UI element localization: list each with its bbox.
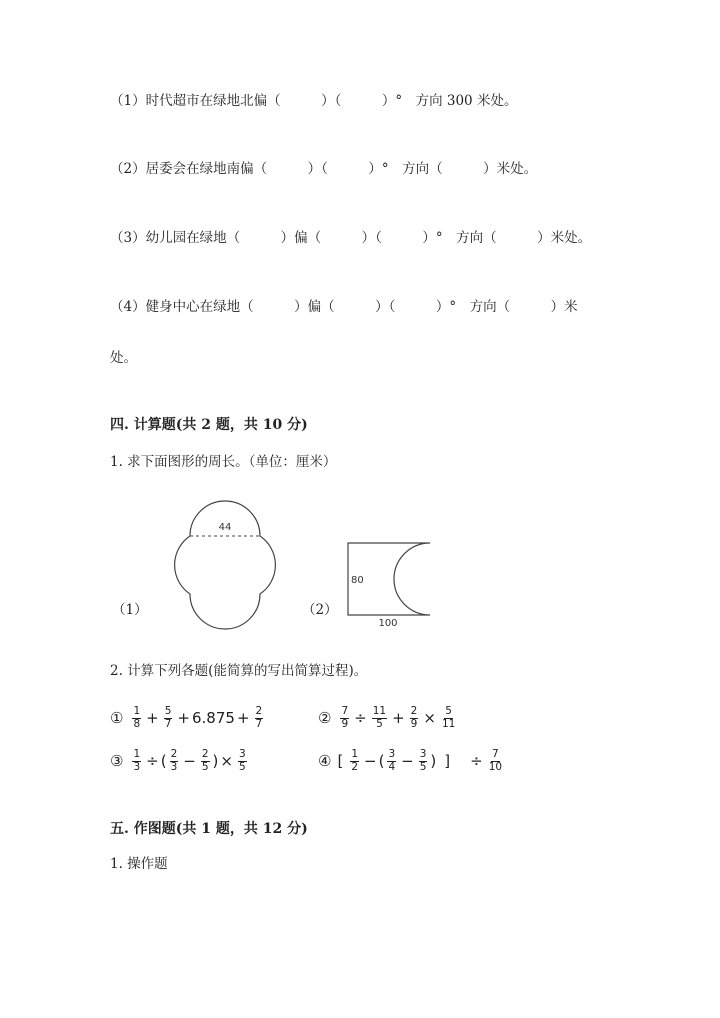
fraction: $\frac{1}{2}$ [351,748,358,773]
expression-3: ③ $\frac{1}{3}$ ÷ ( $\frac{2}{3}$ − $\frac{2}{5}$ ) × $\frac{3}{5}$ [110,748,246,773]
fraction: $\frac{1}{3}$ [133,748,141,773]
fraction: $\frac{3}{5}$ [238,748,246,773]
fraction: $\frac{1}{8}$ [133,705,141,730]
figure-2-width: 100 [378,618,398,629]
expression-1-mark: ① [110,709,124,728]
expression-3-mark: ③ [110,752,124,771]
question-direction-3: （3）幼儿园在绿地（ ）偏（ ）（ ）° 方向（ ）米处。 [110,230,592,246]
clover-outline [175,501,276,629]
section-5-heading: 五. 作图题(共 1 题，共 12 分) [110,821,308,837]
fraction: $\frac{3}{4}$ [388,748,396,773]
figure-2-shape [340,535,440,630]
fraction: $\frac{5}{7}$ [164,705,172,730]
section-4-question-1: 1. 求下面图形的周长。（单位：厘米） [110,454,337,470]
expression-2: ② $\frac{7}{9}$ ÷ $\frac{11}{5}$ + $\frac{2}{9}$ × $\frac{5}{11}$ [318,705,456,730]
fraction: $\frac{2}{7}$ [255,705,263,730]
expression-2-mark: ② [318,709,332,728]
figure-2-height: 80 [351,575,364,586]
fraction: $\frac{2}{3}$ [170,748,178,773]
fraction: $\frac{3}{5}$ [419,748,427,773]
figure-2-label: （2） [302,602,338,618]
decimal: 6.875 [191,709,235,728]
fraction: $\frac{2}{5}$ [201,748,209,773]
figure-1-label: （1） [112,602,148,618]
expression-4-mark: ④ [318,752,332,771]
expression-1: ① $\frac{1}{8}$ + $\frac{5}{7}$ + 6.875 + $\frac{2}{7}$ [110,705,263,730]
fraction: $\frac{5}{11}$ [441,705,456,730]
section-4-heading: 四. 计算题(共 2 题，共 10 分) [110,417,308,433]
fraction: $\frac{11}{5}$ [372,705,387,730]
figure-1-dimension: 44 [218,522,232,533]
question-direction-4: （4）健身中心在绿地（ ）偏（ ）（ ）° 方向（ ）米 [110,299,578,315]
figure-1-clover [150,495,300,635]
fraction: $\frac{7}{10}$ [488,748,503,773]
section-5-question-1: 1. 操作题 [110,856,168,872]
question-direction-2: （2）居委会在绿地南偏（ ）（ ）° 方向（ ）米处。 [110,161,538,177]
question-direction-1: （1）时代超市在绿地北偏（ ）（ ）° 方向 300 米处。 [110,93,518,109]
question-direction-4-cont: 处。 [110,350,137,366]
section-4-question-2: 2. 计算下列各题(能简算的写出简算过程)。 [110,663,368,679]
expression-4: ④ [ $\frac{1}{2}$ − ( $\frac{3}{4}$ − $\frac{3}{5}$ ) ] ÷ $\frac{7}{10}$ [318,748,503,773]
fraction: $\frac{7}{9}$ [341,705,349,730]
fraction: $\frac{2}{9}$ [410,705,418,730]
